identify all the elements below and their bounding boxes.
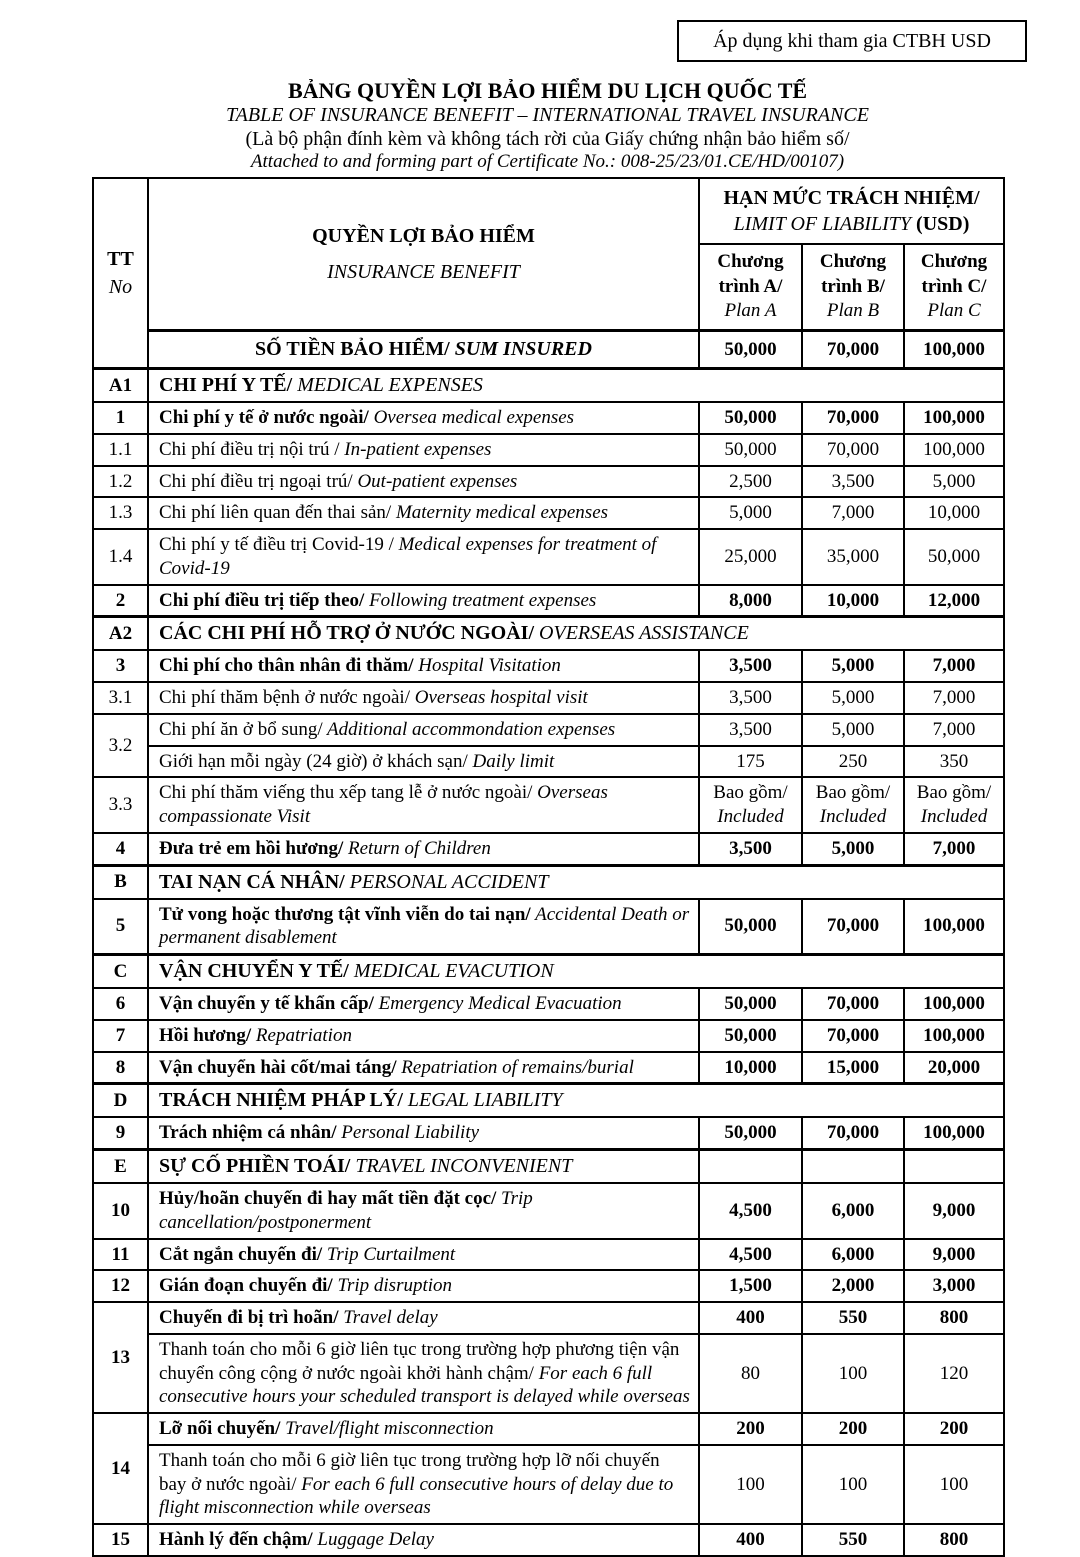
certificate-note-vi: (Là bộ phận đính kèm và không tách rời của Giấy chứng nhận bảo hiểm số/ — [245, 127, 850, 150]
benefit-text-vi: Chi phí thăm bệnh ở nước ngoài/ — [159, 687, 410, 709]
benefit-row-1.1 — [93, 434, 1004, 466]
benefit-cell — [148, 1183, 699, 1239]
benefit-text-vi: Hủy/hoãn chuyến đi hay mất tiền đặt cọc/ — [159, 1188, 497, 1210]
value-cell-plan-b: 2,000 — [802, 1270, 904, 1302]
benefit-row-3.2-1 — [93, 714, 1004, 746]
value-cell-plan-b: 5,000 — [802, 682, 904, 714]
benefit-text-en: Return of Children — [343, 837, 491, 859]
benefit-text-vi: Hồi hương/ — [159, 1024, 252, 1046]
plan-b-header — [802, 244, 904, 331]
sum-insured-label-en: SUM INSURED — [454, 338, 592, 361]
section-row-E — [93, 1150, 1004, 1184]
benefit-cell — [148, 988, 699, 1020]
benefit-text-vi: Chi phí điều trị nội trú / — [159, 438, 340, 460]
row-no: 11 — [93, 1239, 148, 1271]
plan-b-header-en: Plan B — [826, 300, 880, 322]
value-cell-plan-b: 5,000 — [802, 714, 904, 746]
benefit-header-gap — [155, 249, 692, 259]
section-title — [148, 369, 1004, 403]
row-no: 13 — [93, 1302, 148, 1413]
page-title-en: TABLE OF INSURANCE BENEFIT – INTERNATIONAL TRAVEL INSURANCE — [226, 103, 869, 126]
section-row-A1 — [93, 369, 1004, 403]
value-cell-plan-a: 4,500 — [699, 1183, 802, 1239]
row-no: 5 — [93, 899, 148, 955]
benefit-text-vi: Cắt ngắn chuyến đi/ — [159, 1243, 323, 1265]
section-title — [148, 617, 1004, 651]
plan-a-header-vi: Chương trình A/ — [717, 251, 784, 297]
value-cell-plan-b: 550 — [802, 1524, 904, 1556]
benefit-text-en: For each 6 full consecutive hours of delay due to flight misconnection while overseas — [159, 1473, 674, 1519]
benefit-text-vi: Giới hạn mỗi ngày (24 giờ) ở khách sạn/ — [159, 750, 468, 772]
limit-header — [699, 178, 1004, 244]
benefit-row-11 — [93, 1239, 1004, 1271]
row-no: 3.3 — [93, 777, 148, 833]
benefit-text-en: Following treatment expenses — [364, 589, 597, 611]
tt-header-vi: TT — [107, 248, 134, 271]
row-no: 3.2 — [93, 714, 148, 778]
table-header — [93, 178, 1004, 369]
benefit-text-vi: Chi phí y tế điều trị Covid-19 / — [159, 534, 394, 556]
row-no: 1.3 — [93, 497, 148, 529]
benefit-text-en: Daily limit — [467, 750, 555, 772]
benefit-row-1.4 — [93, 529, 1004, 585]
benefit-row-14-2 — [93, 1445, 1004, 1524]
benefit-text-vi: SỰ CỐ PHIỀN TOÁI/ — [159, 1155, 351, 1178]
included-vi: Bao gồm/ — [916, 782, 992, 804]
value-cell-plan-b: 100 — [802, 1334, 904, 1413]
row-no: E — [93, 1150, 148, 1184]
limit-header-vi: HẠN MỨC TRÁCH NHIỆM/ — [723, 187, 980, 209]
sum-insured-value-plan-b: 70,000 — [802, 331, 904, 369]
value-cell-plan-a — [699, 1150, 802, 1184]
section-row-D — [93, 1084, 1004, 1118]
value-cell-plan-b: 7,000 — [802, 497, 904, 529]
benefit-text-vi: TRÁCH NHIỆM PHÁP LÝ/ — [159, 1089, 403, 1112]
benefit-row-13-2 — [93, 1334, 1004, 1413]
value-cell-plan-b: 15,000 — [802, 1052, 904, 1084]
value-cell-plan-a: 50,000 — [699, 899, 802, 955]
value-cell-plan-a: 400 — [699, 1524, 802, 1556]
benefit-text-vi: Trách nhiệm cá nhân/ — [159, 1122, 337, 1144]
section-row-B — [93, 865, 1004, 899]
included-en: Included — [717, 806, 784, 828]
benefit-text-vi: Chuyến đi bị trì hoãn/ — [159, 1307, 339, 1329]
value-cell-plan-a: 3,500 — [699, 650, 802, 682]
plan-b-header-vi: Chương trình B/ — [819, 251, 887, 297]
value-cell-plan-c: 7,000 — [904, 682, 1004, 714]
value-cell-plan-c: 50,000 — [904, 529, 1004, 585]
benefit-text-vi: Gián đoạn chuyến đi/ — [159, 1275, 333, 1297]
value-cell-plan-a: 80 — [699, 1334, 802, 1413]
value-cell-plan-b: 550 — [802, 1302, 904, 1334]
benefit-row-12 — [93, 1270, 1004, 1302]
value-cell-plan-a: 5,000 — [699, 497, 802, 529]
row-no: 12 — [93, 1270, 148, 1302]
benefit-text-vi: Chi phí y tế ở nước ngoài/ — [159, 407, 369, 429]
section-title — [148, 1084, 1004, 1118]
benefit-row-13-1 — [93, 1302, 1004, 1334]
benefit-text-vi: Chi phí thăm viếng thu xếp tang lễ ở nước ngoài/ — [159, 782, 533, 804]
row-no: 8 — [93, 1052, 148, 1084]
usd-plan-tag — [677, 20, 1027, 62]
value-cell-plan-a: 4,500 — [699, 1239, 802, 1271]
usd-plan-tag-label: Áp dụng khi tham gia CTBH USD — [713, 29, 991, 52]
value-cell-plan-b: 100 — [802, 1445, 904, 1524]
included-vi: Bao gồm/ — [713, 782, 788, 804]
value-cell-plan-a: 50,000 — [699, 402, 802, 434]
benefit-text-vi: Vận chuyển y tế khẩn cấp/ — [159, 993, 374, 1015]
benefit-text-vi: Thanh toán cho mỗi 6 giờ liên tục trong trường hợp lỡ nối chuyến bay ở nước ngoài/ — [159, 1449, 660, 1495]
benefit-cell — [148, 682, 699, 714]
value-cell-plan-a: 3,500 — [699, 714, 802, 746]
value-cell-plan-a: 50,000 — [699, 434, 802, 466]
benefit-text-en: Additional accommondation expenses — [322, 718, 616, 740]
value-cell-plan-c — [904, 1150, 1004, 1184]
benefit-rows — [93, 369, 1004, 1556]
value-cell-plan-a: 1,500 — [699, 1270, 802, 1302]
benefit-cell — [148, 497, 699, 529]
benefit-header-vi: QUYỀN LỢI BẢO HIỂM — [312, 225, 535, 248]
section-title — [148, 955, 1004, 989]
benefit-text-en: Repatriation — [251, 1024, 352, 1046]
value-cell-plan-c: 350 — [904, 746, 1004, 778]
benefit-text-vi: Chi phí liên quan đến thai sản/ — [159, 502, 392, 524]
value-cell-plan-b: 70,000 — [802, 434, 904, 466]
row-no: B — [93, 865, 148, 899]
benefit-text-vi: TAI NẠN CÁ NHÂN/ — [159, 870, 345, 893]
benefit-text-en: In-patient expenses — [339, 438, 492, 460]
row-no: C — [93, 955, 148, 989]
row-no: 15 — [93, 1524, 148, 1556]
included-en: Included — [819, 806, 887, 828]
benefit-row-1.3 — [93, 497, 1004, 529]
benefit-row-10 — [93, 1183, 1004, 1239]
value-cell-plan-b: 10,000 — [802, 585, 904, 617]
benefit-row-1 — [93, 402, 1004, 434]
benefit-text-en: Repatriation of remains/burial — [396, 1056, 634, 1078]
row-no: 3 — [93, 650, 148, 682]
sum-insured-value-plan-c: 100,000 — [904, 331, 1004, 369]
value-cell-plan-c: 100,000 — [904, 402, 1004, 434]
benefit-text-vi: CÁC CHI PHÍ HỖ TRỢ Ở NƯỚC NGOÀI/ — [159, 622, 535, 645]
value-cell-plan-a: 8,000 — [699, 585, 802, 617]
value-cell-plan-c: 20,000 — [904, 1052, 1004, 1084]
value-cell-plan-b — [802, 777, 904, 833]
benefit-text-en: Trip Curtailment — [322, 1243, 456, 1265]
benefit-text-en: Oversea medical expenses — [368, 407, 575, 429]
value-cell-plan-c: 3,000 — [904, 1270, 1004, 1302]
value-cell-plan-b: 3,500 — [802, 466, 904, 498]
benefit-text-en: Hospital Visitation — [413, 655, 561, 677]
row-no: 4 — [93, 833, 148, 865]
sum-insured-label — [148, 331, 699, 369]
benefit-cell — [148, 1524, 699, 1556]
benefit-text-en: Medical expenses for treatment of Covid-19 — [159, 534, 657, 579]
benefit-text-vi: Hành lý đến chậm/ — [159, 1529, 313, 1551]
value-cell-plan-b: 200 — [802, 1413, 904, 1445]
benefit-text-vi: Thanh toán cho mỗi 6 giờ liên tục trong trường hợp phương tiện vận chuyển công cộng ở nước ngoài khởi hành chậm/ — [159, 1338, 680, 1384]
value-cell-plan-c: 100,000 — [904, 1020, 1004, 1052]
benefit-header-en: INSURANCE BENEFIT — [327, 261, 520, 284]
benefit-text-en: Overseas compassionate Visit — [159, 782, 608, 828]
benefit-cell — [148, 1020, 699, 1052]
row-no: A1 — [93, 369, 148, 403]
tt-header — [93, 178, 148, 369]
benefit-text-en: Emergency Medical Evacuation — [373, 993, 622, 1015]
benefit-cell — [148, 1270, 699, 1302]
value-cell-plan-b: 250 — [802, 746, 904, 778]
value-cell-plan-c: 9,000 — [904, 1183, 1004, 1239]
plan-c-header-en: Plan C — [927, 300, 981, 322]
benefit-row-9 — [93, 1117, 1004, 1149]
benefit-text-en: LEGAL LIABILITY — [402, 1089, 563, 1112]
benefit-text-vi: Chi phí cho thân nhân đi thăm/ — [159, 655, 414, 677]
benefit-text-en: Travel/flight misconnection — [280, 1418, 494, 1440]
benefit-row-8 — [93, 1052, 1004, 1084]
benefit-cell — [148, 1302, 699, 1334]
benefit-cell — [148, 529, 699, 585]
benefit-row-1.2 — [93, 466, 1004, 498]
value-cell-plan-a: 50,000 — [699, 1020, 802, 1052]
certificate-note-en: Attached to and forming part of Certificate No.: 008-25/23/01.CE/HD/00107) — [250, 151, 845, 173]
benefit-cell — [148, 714, 699, 746]
benefit-text-en: Personal Liability — [336, 1122, 480, 1144]
benefit-text-en: Maternity medical expenses — [391, 502, 609, 524]
section-row-C — [93, 955, 1004, 989]
plan-c-header — [904, 244, 1004, 331]
benefit-text-vi: Vận chuyển hài cốt/mai táng/ — [159, 1056, 397, 1078]
benefit-text-en: TRAVEL INCONVENIENT — [350, 1155, 573, 1178]
benefit-text-en: Overseas hospital visit — [409, 687, 588, 709]
value-cell-plan-c: 9,000 — [904, 1239, 1004, 1271]
benefit-text-en: OVERSEAS ASSISTANCE — [534, 622, 749, 645]
benefit-text-en: Trip disruption — [332, 1275, 453, 1297]
plan-a-header — [699, 244, 802, 331]
benefit-header — [148, 178, 699, 331]
benefit-row-2 — [93, 585, 1004, 617]
benefit-text-vi: Chi phí điều trị tiếp theo/ — [159, 589, 365, 611]
value-cell-plan-b: 70,000 — [802, 988, 904, 1020]
document-titles — [92, 78, 1003, 174]
row-no: 6 — [93, 988, 148, 1020]
value-cell-plan-c: 800 — [904, 1302, 1004, 1334]
benefit-text-vi: Đưa trẻ em hồi hương/ — [159, 837, 344, 859]
section-row-A2 — [93, 617, 1004, 651]
included-vi: Bao gồm/ — [815, 782, 891, 804]
value-cell-plan-a: 3,500 — [699, 833, 802, 865]
page-title-vi: BẢNG QUYỀN LỢI BẢO HIỂM DU LỊCH QUỐC TẾ — [287, 78, 808, 103]
sum-insured-label-vi: SỐ TIỀN BẢO HIỂM/ — [255, 338, 450, 361]
benefit-text-en: Luggage Delay — [312, 1529, 434, 1551]
benefit-row-7 — [93, 1020, 1004, 1052]
value-cell-plan-a: 50,000 — [699, 1117, 802, 1149]
value-cell-plan-a: 25,000 — [699, 529, 802, 585]
benefit-cell — [148, 1413, 699, 1445]
value-cell-plan-c: 100,000 — [904, 899, 1004, 955]
value-cell-plan-b — [802, 1150, 904, 1184]
value-cell-plan-c: 100,000 — [904, 988, 1004, 1020]
limit-header-en: LIMIT OF LIABILITY — [733, 213, 912, 235]
value-cell-plan-b: 5,000 — [802, 650, 904, 682]
value-cell-plan-c: 100,000 — [904, 434, 1004, 466]
benefit-text-en: Accidental Death or permanent disablement — [159, 903, 690, 949]
value-cell-plan-c: 200 — [904, 1413, 1004, 1445]
section-title — [148, 1150, 699, 1184]
value-cell-plan-c: 7,000 — [904, 650, 1004, 682]
value-cell-plan-b: 5,000 — [802, 833, 904, 865]
value-cell-plan-c: 120 — [904, 1334, 1004, 1413]
benefit-cell — [148, 899, 699, 955]
row-no: 7 — [93, 1020, 148, 1052]
benefit-row-6 — [93, 988, 1004, 1020]
value-cell-plan-b: 70,000 — [802, 899, 904, 955]
row-no: 10 — [93, 1183, 148, 1239]
value-cell-plan-c: 7,000 — [904, 714, 1004, 746]
benefit-text-en: Travel delay — [338, 1307, 438, 1329]
benefit-cell — [148, 1334, 699, 1413]
value-cell-plan-a: 175 — [699, 746, 802, 778]
included-en: Included — [920, 806, 988, 828]
row-no: 3.1 — [93, 682, 148, 714]
row-no: 14 — [93, 1413, 148, 1524]
sum-insured-row — [93, 331, 1004, 369]
value-cell-plan-c: 100 — [904, 1445, 1004, 1524]
value-cell-plan-b: 6,000 — [802, 1239, 904, 1271]
plan-c-header-vi: Chương trình C/ — [920, 251, 988, 297]
benefit-text-en: For each 6 full consecutive hours your scheduled transport is delayed while overseas — [159, 1362, 690, 1408]
value-cell-plan-a: 50,000 — [699, 988, 802, 1020]
benefit-text-en: PERSONAL ACCIDENT — [344, 870, 549, 893]
benefit-row-3.1 — [93, 682, 1004, 714]
row-no: 1.4 — [93, 529, 148, 585]
benefit-cell — [148, 1052, 699, 1084]
benefit-cell — [148, 746, 699, 778]
section-title — [148, 865, 1004, 899]
row-no: 1 — [93, 402, 148, 434]
row-no: 1.1 — [93, 434, 148, 466]
benefit-row-3.3 — [93, 777, 1004, 833]
value-cell-plan-c: 10,000 — [904, 497, 1004, 529]
value-cell-plan-b: 6,000 — [802, 1183, 904, 1239]
benefit-cell — [148, 1239, 699, 1271]
benefit-table — [92, 177, 1005, 1557]
benefit-row-15 — [93, 1524, 1004, 1556]
value-cell-plan-c: 12,000 — [904, 585, 1004, 617]
value-cell-plan-a: 200 — [699, 1413, 802, 1445]
benefit-row-3.2-2 — [93, 746, 1004, 778]
benefit-text-en: Out-patient expenses — [352, 470, 518, 492]
sum-insured-value-plan-a: 50,000 — [699, 331, 802, 369]
benefit-cell — [148, 1117, 699, 1149]
benefit-text-en: MEDICAL EVACUTION — [348, 960, 554, 983]
benefit-cell — [148, 402, 699, 434]
benefit-cell — [148, 585, 699, 617]
benefit-text-en: Trip cancellation/postponerment — [159, 1188, 533, 1233]
value-cell-plan-b: 70,000 — [802, 402, 904, 434]
value-cell-plan-a: 2,500 — [699, 466, 802, 498]
value-cell-plan-a: 10,000 — [699, 1052, 802, 1084]
row-no: 2 — [93, 585, 148, 617]
benefit-text-en: MEDICAL EXPENSES — [292, 374, 483, 397]
benefit-cell — [148, 650, 699, 682]
benefit-cell — [148, 466, 699, 498]
value-cell-plan-c: 7,000 — [904, 833, 1004, 865]
row-no: 9 — [93, 1117, 148, 1149]
benefit-row-4 — [93, 833, 1004, 865]
row-no: 1.2 — [93, 466, 148, 498]
plan-a-header-en: Plan A — [724, 300, 777, 322]
value-cell-plan-b: 70,000 — [802, 1020, 904, 1052]
benefit-text-vi: VẬN CHUYỂN Y TẾ/ — [159, 960, 349, 983]
row-no: D — [93, 1084, 148, 1118]
value-cell-plan-c: 100,000 — [904, 1117, 1004, 1149]
row-no: A2 — [93, 617, 148, 651]
benefit-cell — [148, 777, 699, 833]
benefit-row-3 — [93, 650, 1004, 682]
value-cell-plan-b: 70,000 — [802, 1117, 904, 1149]
benefit-text-vi: Tử vong hoặc thương tật vĩnh viễn do tai nạn/ — [159, 903, 531, 925]
benefit-cell — [148, 434, 699, 466]
limit-header-unit: (USD) — [916, 213, 970, 235]
tt-header-en: No — [108, 276, 133, 299]
benefit-row-14-1 — [93, 1413, 1004, 1445]
benefit-text-vi: Chi phí điều trị ngoại trú/ — [159, 470, 353, 492]
value-cell-plan-c — [904, 777, 1004, 833]
header-row-top — [93, 178, 1004, 244]
value-cell-plan-a — [699, 777, 802, 833]
value-cell-plan-c: 800 — [904, 1524, 1004, 1556]
value-cell-plan-c: 5,000 — [904, 466, 1004, 498]
value-cell-plan-a: 100 — [699, 1445, 802, 1524]
benefit-cell — [148, 1445, 699, 1524]
value-cell-plan-a: 400 — [699, 1302, 802, 1334]
benefit-row-5 — [93, 899, 1004, 955]
value-cell-plan-a: 3,500 — [699, 682, 802, 714]
value-cell-plan-b: 35,000 — [802, 529, 904, 585]
benefit-cell — [148, 833, 699, 865]
benefit-text-vi: Chi phí ăn ở bổ sung/ — [159, 718, 323, 740]
benefit-text-vi: Lỡ nối chuyến/ — [159, 1418, 281, 1440]
benefit-text-vi: CHI PHÍ Y TẾ/ — [159, 374, 293, 397]
